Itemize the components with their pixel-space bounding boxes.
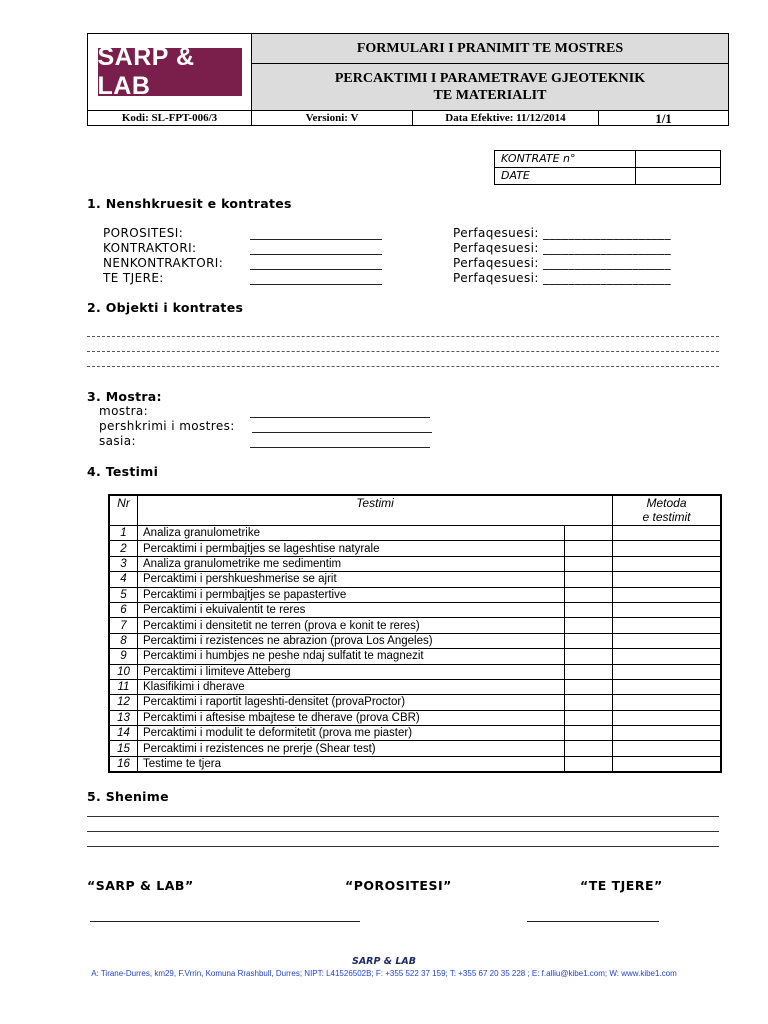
sample-description-line[interactable]: ______________________________: [252, 419, 432, 433]
test-name: Percaktimi i rezistences ne prerje (Shear test): [138, 741, 565, 756]
test-name: Percaktimi i limiteve Atteberg: [138, 664, 565, 679]
test-check-cell[interactable]: [565, 556, 613, 571]
table-row: [109, 633, 721, 648]
table-row: [109, 556, 721, 571]
test-check-cell[interactable]: [565, 618, 613, 633]
sample-description-label: pershkrimi i mostres:: [99, 419, 235, 433]
test-check-cell[interactable]: [565, 664, 613, 679]
table-row: [109, 572, 721, 587]
row-number: 14: [109, 726, 138, 741]
table-row: [109, 541, 721, 556]
row-number: 6: [109, 602, 138, 617]
col-metoda-line-2: e testimit: [642, 510, 691, 524]
contract-object-line[interactable]: [87, 351, 719, 352]
table-row: [109, 741, 721, 756]
row-number: 5: [109, 587, 138, 602]
signature-sarp-lab: “SARP & LAB”: [87, 878, 194, 893]
test-name: Percaktimi i ekuivalentit te reres: [138, 602, 565, 617]
signatory-label: KONTRAKTORI:: [103, 241, 197, 255]
test-check-cell[interactable]: [565, 726, 613, 741]
col-metoda-line-1: Metoda: [646, 496, 687, 510]
sample-line[interactable]: ______________________________: [250, 404, 430, 418]
row-number: 3: [109, 556, 138, 571]
test-method-cell[interactable]: [613, 679, 722, 694]
signatory-line[interactable]: ______________________: [250, 256, 382, 270]
section-4-title: 4. Testimi: [87, 464, 159, 479]
row-number: 12: [109, 695, 138, 710]
table-row: [109, 695, 721, 710]
table-row: [109, 587, 721, 602]
test-method-cell[interactable]: [613, 618, 722, 633]
quantity-line[interactable]: ______________________________: [250, 434, 430, 448]
test-method-cell[interactable]: [613, 664, 722, 679]
test-check-cell[interactable]: [565, 710, 613, 725]
contract-number-row: [495, 151, 720, 167]
subtitle-line-1: PERCAKTIMI I PARAMETRAVE GJEOTEKNIK: [334, 71, 646, 86]
test-check-cell[interactable]: [565, 602, 613, 617]
test-check-cell[interactable]: [565, 633, 613, 648]
test-method-cell[interactable]: [613, 587, 722, 602]
form-subtitle: [252, 64, 728, 110]
test-name: Percaktimi i permbajtjes se papastertive: [138, 587, 565, 602]
footer-contact: A: Tirane-Durres, km29, F.Vrrin, Komuna Rrashbull, Durres; NIPT: L41526502B; F: +355 522 37 159; T: +355 67 20 35 228 ; E: f.alliu@kibe1.com; W: www.kibe1.com: [91, 969, 677, 978]
test-check-cell[interactable]: [565, 649, 613, 664]
test-name: Percaktimi i modulit te deformitetit (prova me piaster): [138, 726, 565, 741]
representative-line[interactable]: Perfaqesuesi: ____________________: [453, 226, 671, 240]
test-name: Percaktimi i aftesise mbajtese te dherave (prova CBR): [138, 710, 565, 725]
test-method-cell[interactable]: [613, 756, 722, 772]
effective-date: Data Efektive: 11/12/2014: [413, 111, 599, 126]
col-nr: Nr: [109, 495, 138, 526]
contract-date-label: DATE: [495, 168, 636, 184]
representative-line[interactable]: Perfaqesuesi: ____________________: [453, 256, 671, 270]
test-method-cell[interactable]: [613, 695, 722, 710]
contract-number-value[interactable]: [636, 151, 720, 167]
test-check-cell[interactable]: [565, 741, 613, 756]
table-row: [109, 526, 721, 541]
test-name: Percaktimi i raportit lageshti-densitet (provaProctor): [138, 695, 565, 710]
form-title: FORMULARI I PRANIMIT TE MOSTRES: [252, 34, 728, 64]
header-meta-row: [88, 110, 728, 126]
row-number: 15: [109, 741, 138, 756]
test-name: Percaktimi i densitetit ne terren (prova e konit te reres): [138, 618, 565, 633]
subtitle-line-2: TE MATERIALIT: [433, 88, 547, 103]
table-row: [109, 649, 721, 664]
signatory-label: POROSITESI:: [103, 226, 184, 240]
table-row: [109, 756, 721, 772]
table-row: [109, 710, 721, 725]
test-name: Testime te tjera: [138, 756, 565, 772]
test-method-cell[interactable]: [613, 633, 722, 648]
form-code: Kodi: SL-FPT-006/3: [88, 111, 252, 126]
table-row: [109, 602, 721, 617]
row-number: 11: [109, 679, 138, 694]
notes-line[interactable]: [87, 831, 719, 832]
test-method-cell[interactable]: [613, 572, 722, 587]
test-method-cell[interactable]: [613, 602, 722, 617]
test-method-cell[interactable]: [613, 649, 722, 664]
test-check-cell[interactable]: [565, 541, 613, 556]
contract-object-line[interactable]: [87, 366, 719, 367]
signatory-label: NENKONTRAKTORI:: [103, 256, 224, 270]
logo-cell: [88, 34, 252, 110]
test-name: Analiza granulometrike me sedimentim: [138, 556, 565, 571]
test-name: Percaktimi i humbjes ne peshe ndaj sulfatit te magnezit: [138, 649, 565, 664]
row-number: 8: [109, 633, 138, 648]
row-number: 13: [109, 710, 138, 725]
signatory-line[interactable]: ______________________: [250, 241, 382, 255]
row-number: 9: [109, 649, 138, 664]
contract-number-label: KONTRATE n°: [495, 151, 636, 167]
test-name: Percaktimi i pershkueshmerise se ajrit: [138, 572, 565, 587]
row-number: 2: [109, 541, 138, 556]
quantity-label: sasia:: [99, 434, 136, 448]
table-row: [109, 618, 721, 633]
test-name: Percaktimi i rezistences ne abrazion (prova Los Angeles): [138, 633, 565, 648]
col-metoda: [613, 495, 722, 526]
page-number: 1/1: [655, 111, 672, 126]
test-method-cell[interactable]: [613, 741, 722, 756]
sarp-lab-logo: SARP & LAB: [98, 48, 242, 96]
col-testimi: Testimi: [138, 495, 613, 526]
test-method-cell[interactable]: [613, 526, 722, 541]
document-header: [87, 33, 729, 126]
section-2-title: 2. Objekti i kontrates: [87, 300, 244, 315]
signatory-label: TE TJERE:: [103, 271, 164, 285]
notes-line[interactable]: [87, 846, 719, 847]
contract-object-line[interactable]: [87, 336, 719, 337]
form-version: Versioni: V: [252, 111, 413, 126]
sample-label: mostra:: [99, 404, 149, 418]
table-row: [109, 726, 721, 741]
test-check-cell[interactable]: [565, 695, 613, 710]
contract-date-value[interactable]: [636, 168, 720, 184]
notes-line[interactable]: [87, 816, 719, 817]
test-method-cell[interactable]: [613, 556, 722, 571]
signature-line-main[interactable]: _____________________________________________: [90, 908, 360, 922]
test-method-cell[interactable]: [613, 541, 722, 556]
signatory-line[interactable]: ______________________: [250, 226, 382, 240]
row-number: 10: [109, 664, 138, 679]
tests-table: [108, 494, 722, 773]
test-check-cell[interactable]: [565, 756, 613, 772]
test-method-cell[interactable]: [613, 726, 722, 741]
footer-company: SARP & LAB: [351, 956, 417, 967]
test-method-cell[interactable]: [613, 710, 722, 725]
row-number: 7: [109, 618, 138, 633]
signature-line-others[interactable]: ______________________: [527, 908, 659, 922]
test-check-cell[interactable]: [565, 526, 613, 541]
section-5-title: 5. Shenime: [87, 789, 169, 804]
signatory-line[interactable]: ______________________: [250, 271, 382, 285]
row-number: 4: [109, 572, 138, 587]
contract-box: [494, 150, 721, 185]
contract-date-row: [495, 167, 720, 184]
row-number: 16: [109, 756, 138, 772]
tests-table-header: [109, 495, 721, 526]
signature-porositesi: “POROSITESI”: [345, 878, 452, 893]
section-1-title: 1. Nenshkruesit e kontrates: [87, 196, 292, 211]
test-name: Klasifikimi i dherave: [138, 679, 565, 694]
representative-line[interactable]: Perfaqesuesi: ____________________: [453, 271, 671, 285]
table-row: [109, 664, 721, 679]
test-name: Percaktimi i permbajtjes se lageshtise natyrale: [138, 541, 565, 556]
signature-te-tjere: “TE TJERE”: [580, 878, 663, 893]
table-row: [109, 679, 721, 694]
test-check-cell[interactable]: [565, 587, 613, 602]
row-number: 1: [109, 526, 138, 541]
section-3-title: 3. Mostra:: [87, 389, 162, 404]
representative-line[interactable]: Perfaqesuesi: ____________________: [453, 241, 671, 255]
test-check-cell[interactable]: [565, 572, 613, 587]
test-name: Analiza granulometrike: [138, 526, 565, 541]
test-check-cell[interactable]: [565, 679, 613, 694]
